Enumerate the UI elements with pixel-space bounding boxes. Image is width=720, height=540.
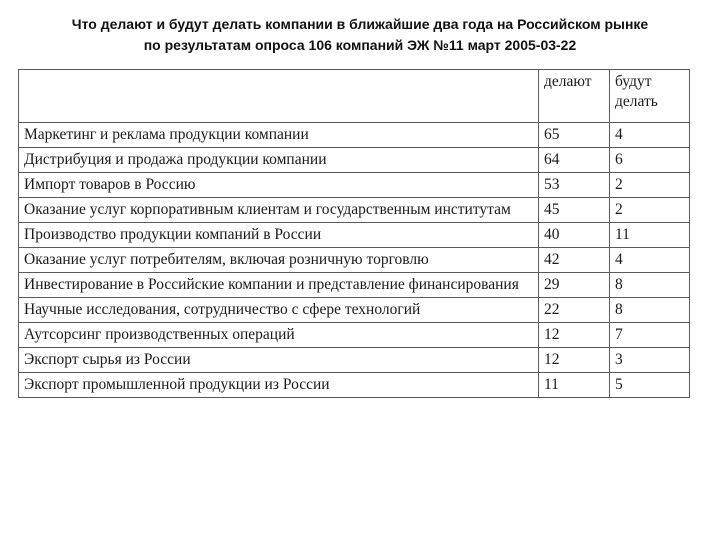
row-do-value: 40 bbox=[539, 223, 610, 248]
table-row bbox=[19, 323, 690, 348]
row-do-value: 65 bbox=[539, 123, 610, 148]
title-line-1: Что делают и будут делать компании в ближайшие два года на Российском рынке bbox=[71, 16, 649, 32]
title-line-2: по результатам опроса 106 компаний ЭЖ №11 март 2005-03-22 bbox=[143, 37, 577, 53]
row-will-value: 11 bbox=[610, 223, 690, 248]
row-do-value: 64 bbox=[539, 148, 610, 173]
row-label: Оказание услуг корпоративным клиентам и государственным институтам bbox=[19, 198, 539, 223]
table-row bbox=[19, 298, 690, 323]
row-do-value: 11 bbox=[539, 373, 610, 398]
row-will-value: 5 bbox=[610, 373, 690, 398]
row-label: Научные исследования, сотрудничество с сфере технологий bbox=[19, 298, 539, 323]
row-do-value: 29 bbox=[539, 273, 610, 298]
row-do-value: 12 bbox=[539, 348, 610, 373]
row-will-value: 2 bbox=[610, 198, 690, 223]
row-label: Оказание услуг потребителям, включая розничную торговлю bbox=[19, 248, 539, 273]
table-row bbox=[19, 148, 690, 173]
table-row bbox=[19, 348, 690, 373]
row-will-value: 8 bbox=[610, 298, 690, 323]
row-label: Импорт товаров в Россию bbox=[19, 173, 539, 198]
row-will-value: 2 bbox=[610, 173, 690, 198]
header-do-cell: делают bbox=[539, 70, 610, 123]
table-row bbox=[19, 123, 690, 148]
row-do-value: 45 bbox=[539, 198, 610, 223]
table-row bbox=[19, 248, 690, 273]
table-row bbox=[19, 173, 690, 198]
row-will-value: 4 bbox=[610, 123, 690, 148]
row-will-value: 8 bbox=[610, 273, 690, 298]
table-row bbox=[19, 273, 690, 298]
row-label: Маркетинг и реклама продукции компании bbox=[19, 123, 539, 148]
row-will-value: 6 bbox=[610, 148, 690, 173]
row-label: Экспорт сырья из России bbox=[19, 348, 539, 373]
page-title bbox=[0, 14, 720, 56]
row-label: Дистрибуция и продажа продукции компании bbox=[19, 148, 539, 173]
survey-table bbox=[18, 69, 690, 398]
row-label: Аутсорсинг производственных операций bbox=[19, 323, 539, 348]
table-row bbox=[19, 223, 690, 248]
table-row bbox=[19, 198, 690, 223]
row-do-value: 22 bbox=[539, 298, 610, 323]
header-will-cell: будут делать bbox=[610, 70, 690, 123]
row-do-value: 12 bbox=[539, 323, 610, 348]
row-label: Производство продукции компаний в России bbox=[19, 223, 539, 248]
row-label: Инвестирование в Российские компании и представление финансирования bbox=[19, 273, 539, 298]
row-do-value: 42 bbox=[539, 248, 610, 273]
header-label-cell bbox=[19, 70, 539, 123]
table-row bbox=[19, 373, 690, 398]
row-label: Экспорт промышленной продукции из России bbox=[19, 373, 539, 398]
row-will-value: 7 bbox=[610, 323, 690, 348]
table-header-row bbox=[19, 70, 690, 123]
row-will-value: 3 bbox=[610, 348, 690, 373]
row-do-value: 53 bbox=[539, 173, 610, 198]
row-will-value: 4 bbox=[610, 248, 690, 273]
